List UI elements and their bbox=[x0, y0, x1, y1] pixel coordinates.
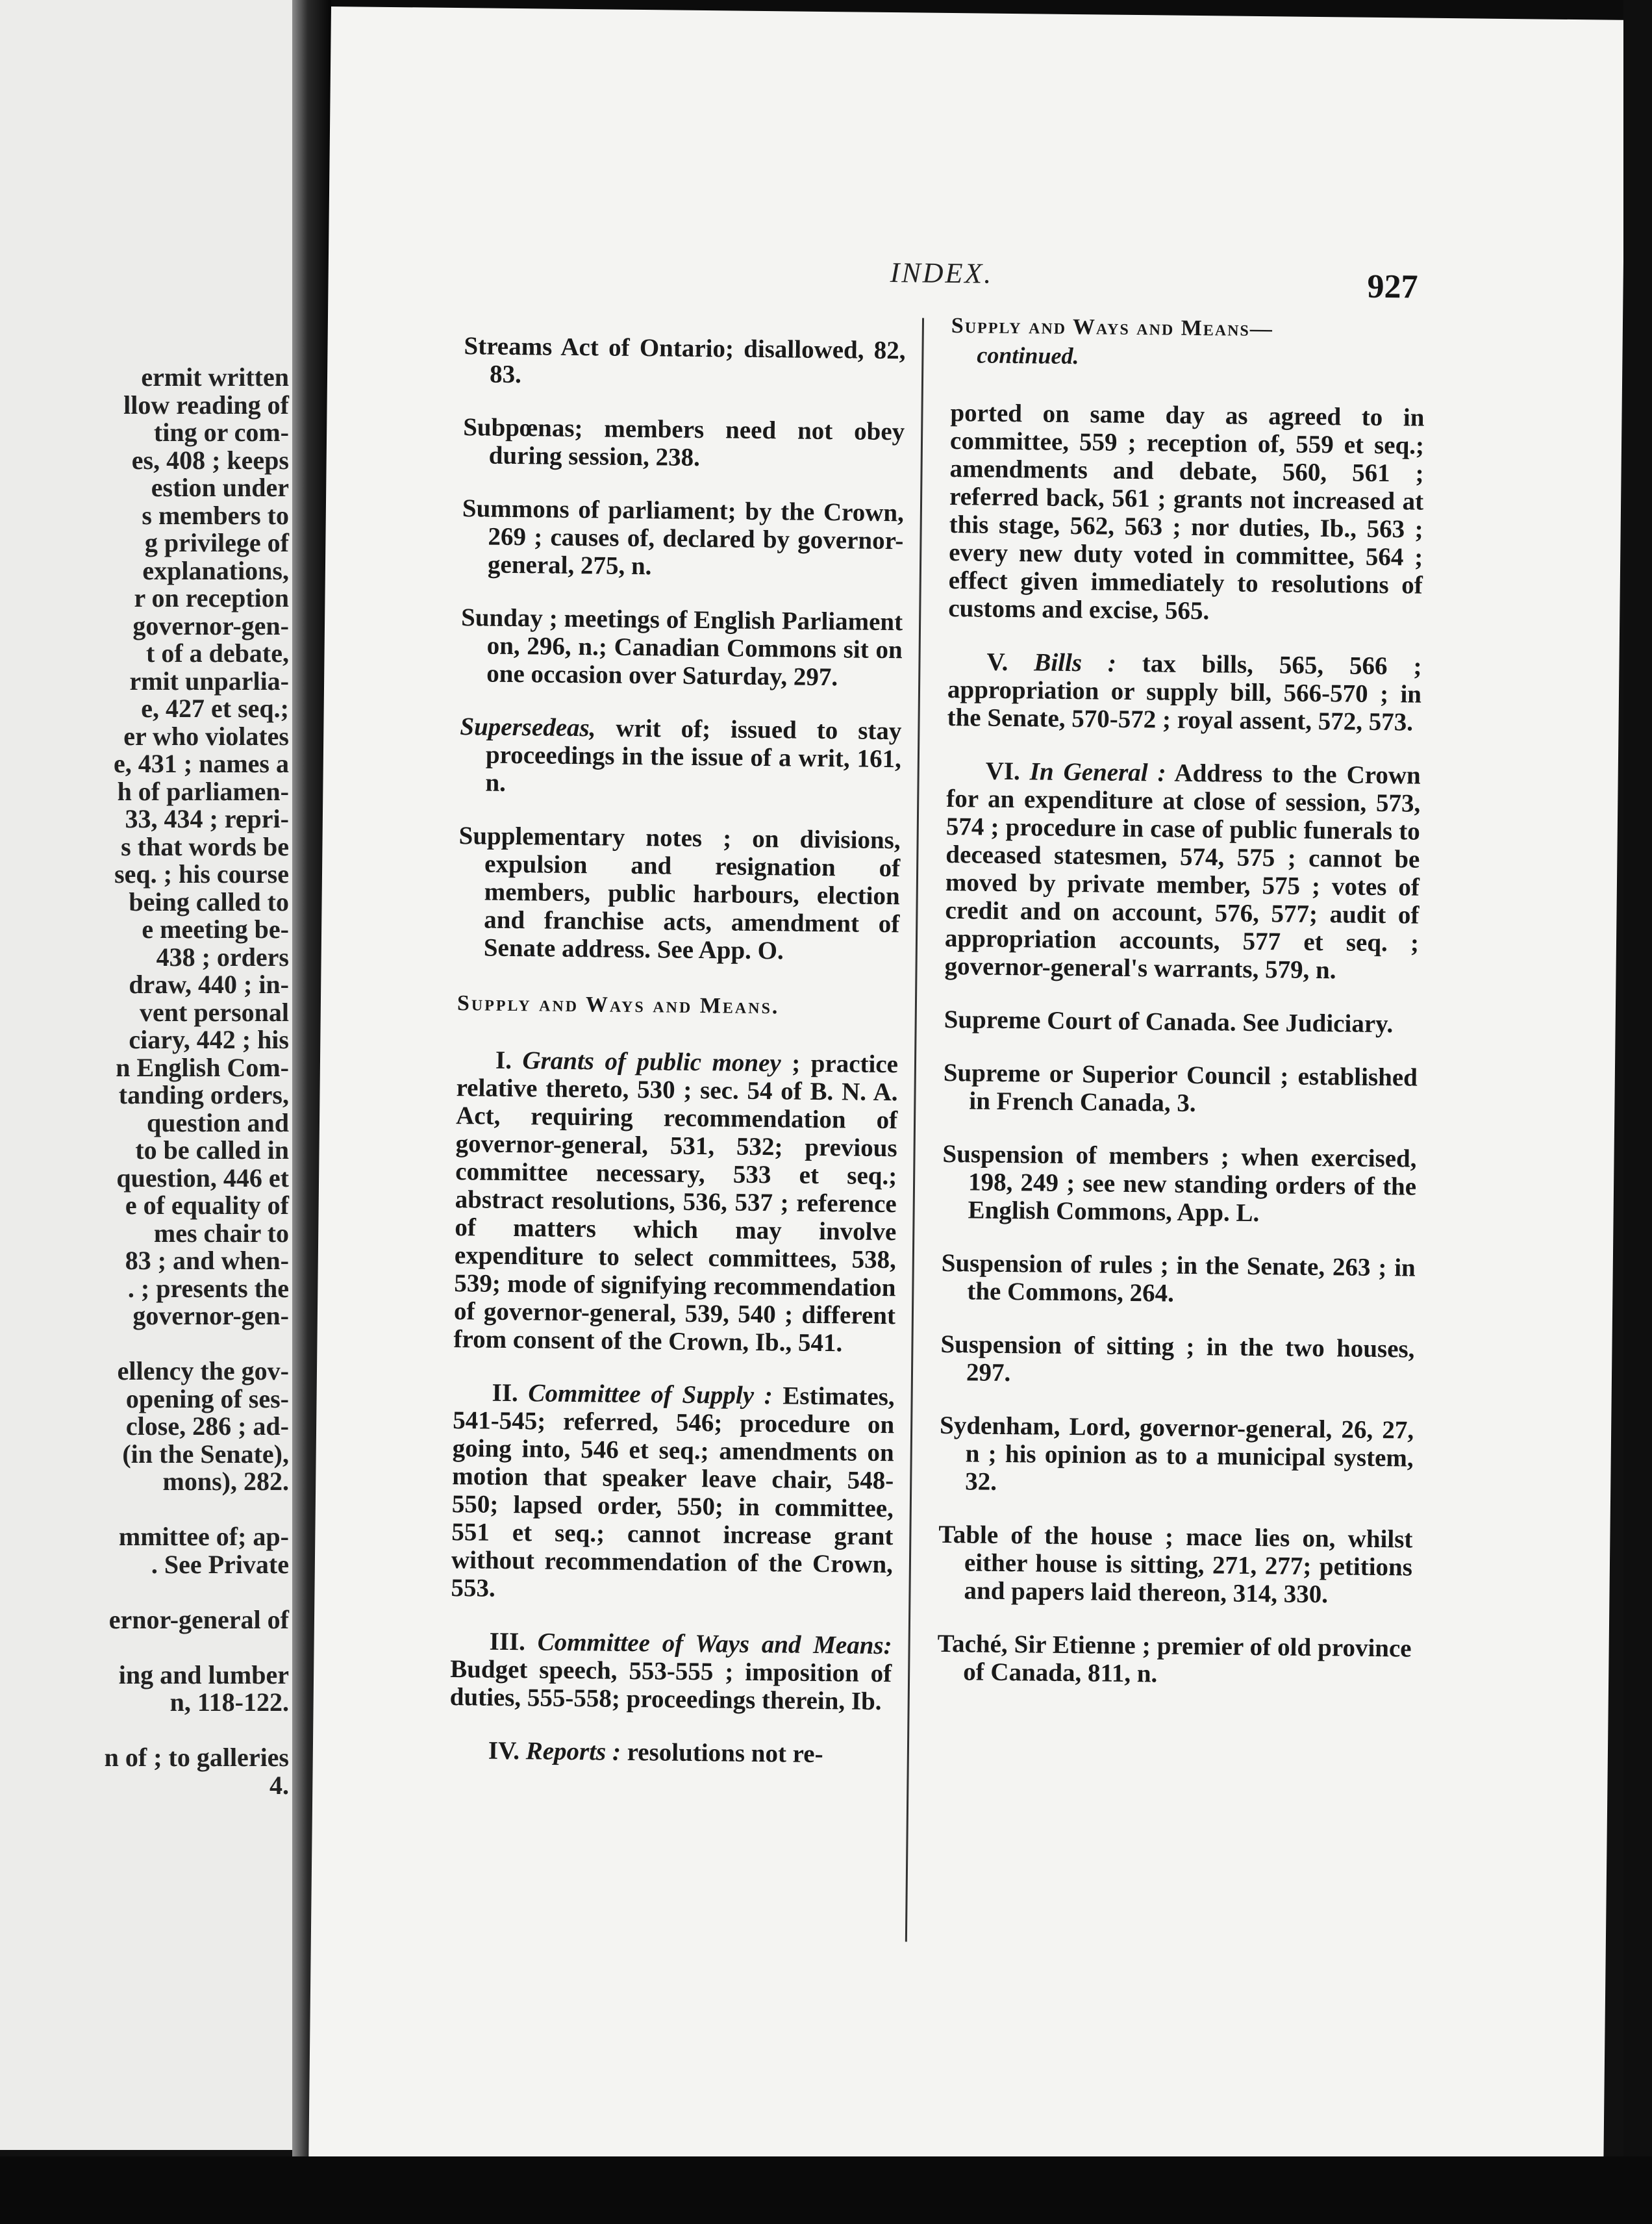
facing-page-line: e meeting be- bbox=[142, 915, 289, 944]
subsection-numeral: V. bbox=[986, 648, 1034, 677]
facing-page-line: being called to bbox=[129, 887, 289, 916]
facing-page-line: ting or com- bbox=[153, 418, 289, 447]
index-entry bbox=[459, 713, 901, 801]
facing-page-line: h of parliamen- bbox=[117, 776, 289, 806]
facing-page-line: n of ; to galleries bbox=[104, 1743, 289, 1772]
subsection bbox=[451, 1378, 895, 1606]
facing-page-line: close, 286 ; ad- bbox=[125, 1411, 289, 1441]
facing-page-line: 83 ; and when- bbox=[125, 1246, 289, 1275]
subsection-text: ; practice relative thereto, 530 ; sec. 54 of B. N. A. Act, requiring recommendation of governor-general, 531, 532; previous committee necessary, 533 et seq.; abstract resolutions, 536, 537 ; reference of matters which may involve expenditure to select committees, 538, 539; mode of signifying recommendation of governor-general, 539, 540 ; different from consent of the Crown, Ib., 541. bbox=[453, 1049, 899, 1358]
entry-term: Supersedeas, bbox=[460, 713, 596, 742]
facing-page-line: 438 ; orders bbox=[156, 942, 289, 972]
continued-heading bbox=[951, 312, 1425, 374]
facing-page-line: ciary, 442 ; his bbox=[129, 1025, 289, 1054]
scan-right-border bbox=[1623, 0, 1652, 2224]
subsection-text: Address to the Crown for an expenditure at close of session, 573, 574 ; procedure in case of public funerals to deceased statesmen, 574, 575 ; cannot be moved by private member, 575 ; votes of credit and on account, 576, 577; audit of appropriation accounts, 577 et seq. ; governor-general's warrants, 579, n. bbox=[944, 759, 1421, 985]
facing-page-line: opening of ses- bbox=[125, 1384, 289, 1413]
facing-page-line: ing and lumber bbox=[118, 1660, 289, 1689]
facing-page-line: seq. ; his course bbox=[114, 859, 289, 889]
facing-page-line: governor-gen- bbox=[132, 1301, 289, 1330]
index-entry: Supreme or Superior Council ; established in French Canada, 3. bbox=[943, 1058, 1418, 1118]
facing-page-line: n, 118-122. bbox=[169, 1687, 289, 1717]
index-entry: Suspension of rules ; in the Senate, 263 ; in the Commons, 264. bbox=[941, 1248, 1416, 1308]
facing-page-line: ernor-general of bbox=[108, 1604, 289, 1634]
index-entry: Sydenham, Lord, governor-general, 26, 27, n ; his opinion as to a municipal system, 32. bbox=[939, 1411, 1414, 1496]
facing-page-line: mons), 282. bbox=[162, 1467, 289, 1496]
facing-page-line: rmit unparlia- bbox=[129, 666, 289, 696]
subsection-title: Committee of Ways and Means: bbox=[537, 1628, 892, 1660]
subsection-title: Committee of Supply : bbox=[528, 1379, 773, 1410]
index-entry: Summons of parliament; by the Crown, 269 ; causes of, declared by governor-general, 275, n. bbox=[462, 494, 905, 581]
running-head: INDEX. bbox=[890, 257, 994, 290]
facing-page-line: ellency the gov- bbox=[117, 1356, 289, 1385]
facing-page-line: question and bbox=[147, 1107, 289, 1137]
subsection-text: Budget speech, 553-555 ; imposition of duties, 555-558; proceedings therein, Ib. bbox=[449, 1655, 892, 1716]
subsection bbox=[450, 1627, 892, 1715]
subsection-title: Bills : bbox=[1034, 648, 1117, 677]
subsection bbox=[947, 648, 1421, 737]
facing-page-line: estion under bbox=[151, 473, 289, 502]
page-number: 927 bbox=[1367, 268, 1418, 306]
subsection-numeral: II. bbox=[492, 1378, 529, 1408]
facing-page-line: explanations, bbox=[142, 555, 289, 585]
index-entry: Subpœnas; members need not obey during session, 238. bbox=[463, 413, 905, 472]
column-divider bbox=[905, 318, 924, 1942]
scan-bottom-border bbox=[0, 2156, 1652, 2224]
subsection-text: resolutions not re- bbox=[620, 1738, 823, 1769]
facing-page-line: r on reception bbox=[134, 583, 289, 613]
subsection-title: Grants of public money bbox=[522, 1046, 781, 1078]
facing-page-line: e, 427 et seq.; bbox=[141, 694, 289, 723]
facing-page-line: 4. bbox=[269, 1770, 289, 1800]
index-entry: Taché, Sir Etienne ; premier of old province of Canada, 811, n. bbox=[937, 1629, 1412, 1688]
subsection-numeral: I. bbox=[495, 1046, 523, 1075]
index-entry: Table of the house ; mace lies on, whilst either house is sitting, 271, 277; petitions and papers laid thereon, 314, 330. bbox=[938, 1520, 1413, 1609]
facing-page-line: e of equality of bbox=[125, 1191, 289, 1220]
facing-page-line: 33, 434 ; repri- bbox=[125, 804, 289, 833]
index-page bbox=[308, 6, 1626, 2177]
subsection-title: Reports : bbox=[525, 1737, 621, 1766]
facing-page-line: s that words be bbox=[121, 831, 289, 861]
subsection-numeral: VI. bbox=[985, 757, 1031, 786]
subsection-text: Estimates, 541-545; referred, 546; procedure on going into, 546 et seq.; amendments on motion that speaker leave chair, 548-550; lapsed order, 550; in committee, 551 et seq.; cannot increase grant without recommendation of the Crown, 553. bbox=[451, 1382, 895, 1602]
section-heading: Supply and Ways and Means. bbox=[457, 991, 780, 1019]
facing-page-line: tanding orders, bbox=[118, 1080, 289, 1109]
continued-text: ported on same day as agreed to in committee, 559 ; reception of, 559 et seq.; amendments and debate, 560, 561 ; referred back, 561 ; grants not increased at this stage, 562, 563 ; nor duties, Ib., 563 ; every new duty voted in committee, 564 ; effect given immediately to resolutions of customs and excise, 565. bbox=[948, 399, 1425, 626]
index-entry: Supreme Court of Canada. See Judiciary. bbox=[944, 1005, 1394, 1039]
subsection-text: tax bills, 565, 566 ; appropriation or supply bill, 566-570 ; in the Senate, 570-572 ; royal assent, 572, 573. bbox=[947, 649, 1422, 737]
index-entry: Sunday ; meetings of English Parliament on, 296, n.; Canadian Commons sit on one occasion over Saturday, 297. bbox=[460, 603, 903, 692]
facing-page-line: mes chair to bbox=[153, 1218, 289, 1248]
facing-page-line: e, 431 ; names a bbox=[114, 749, 289, 778]
subsection-numeral: III. bbox=[489, 1627, 538, 1656]
facing-page-line: . See Private bbox=[151, 1549, 289, 1579]
facing-page-line: ermit written bbox=[141, 362, 289, 392]
subsection bbox=[453, 1046, 898, 1358]
index-entry: Supplementary notes ; on divisions, expulsion and resignation of members, public harbours, election and franchise acts, amendment of Senate address. See App. O. bbox=[458, 822, 901, 965]
facing-page-fragment bbox=[0, 0, 308, 2150]
subsection-numeral: IV. bbox=[488, 1736, 526, 1765]
facing-page-line: to be called in bbox=[135, 1135, 289, 1165]
facing-page-line: (in the Senate), bbox=[122, 1439, 289, 1469]
subsection bbox=[944, 757, 1421, 985]
facing-page-line: llow reading of bbox=[123, 390, 289, 420]
entry-text: writ of; issued to stay proceedings in the issue of a writ, 161, n. bbox=[485, 714, 902, 797]
facing-page-line: governor-gen- bbox=[132, 611, 289, 640]
facing-page-line: t of a debate, bbox=[146, 638, 289, 668]
subsection-title: In General : bbox=[1029, 757, 1166, 787]
facing-page-line: s members to bbox=[142, 500, 289, 530]
index-entry: Suspension of members ; when exercised, 198, 249 ; see new standing orders of the English Commons, App. L. bbox=[942, 1139, 1417, 1228]
facing-page-line: . ; presents the bbox=[127, 1273, 289, 1303]
facing-page-line: es, 408 ; keeps bbox=[131, 445, 289, 475]
index-column-right bbox=[937, 312, 1425, 1713]
facing-page-line: draw, 440 ; in- bbox=[129, 970, 289, 999]
facing-page-line: n English Com- bbox=[116, 1052, 289, 1082]
index-entry: Suspension of sitting ; in the two houses, 297. bbox=[940, 1330, 1415, 1387]
facing-page-line: g privilege of bbox=[144, 528, 289, 557]
facing-page-line: question, 446 et bbox=[116, 1163, 289, 1193]
facing-page-line: vent personal bbox=[140, 997, 289, 1027]
index-entry: Streams Act of Ontario; disallowed, 82, 83. bbox=[464, 332, 906, 389]
continued-label: continued. bbox=[977, 342, 1079, 370]
facing-page-line: er who violates bbox=[123, 721, 289, 751]
subsection bbox=[449, 1736, 891, 1769]
continued-heading-title: Supply and Ways and Means— bbox=[951, 314, 1274, 342]
index-column-left bbox=[449, 307, 906, 1791]
facing-page-line: mmittee of; ap- bbox=[118, 1522, 289, 1551]
